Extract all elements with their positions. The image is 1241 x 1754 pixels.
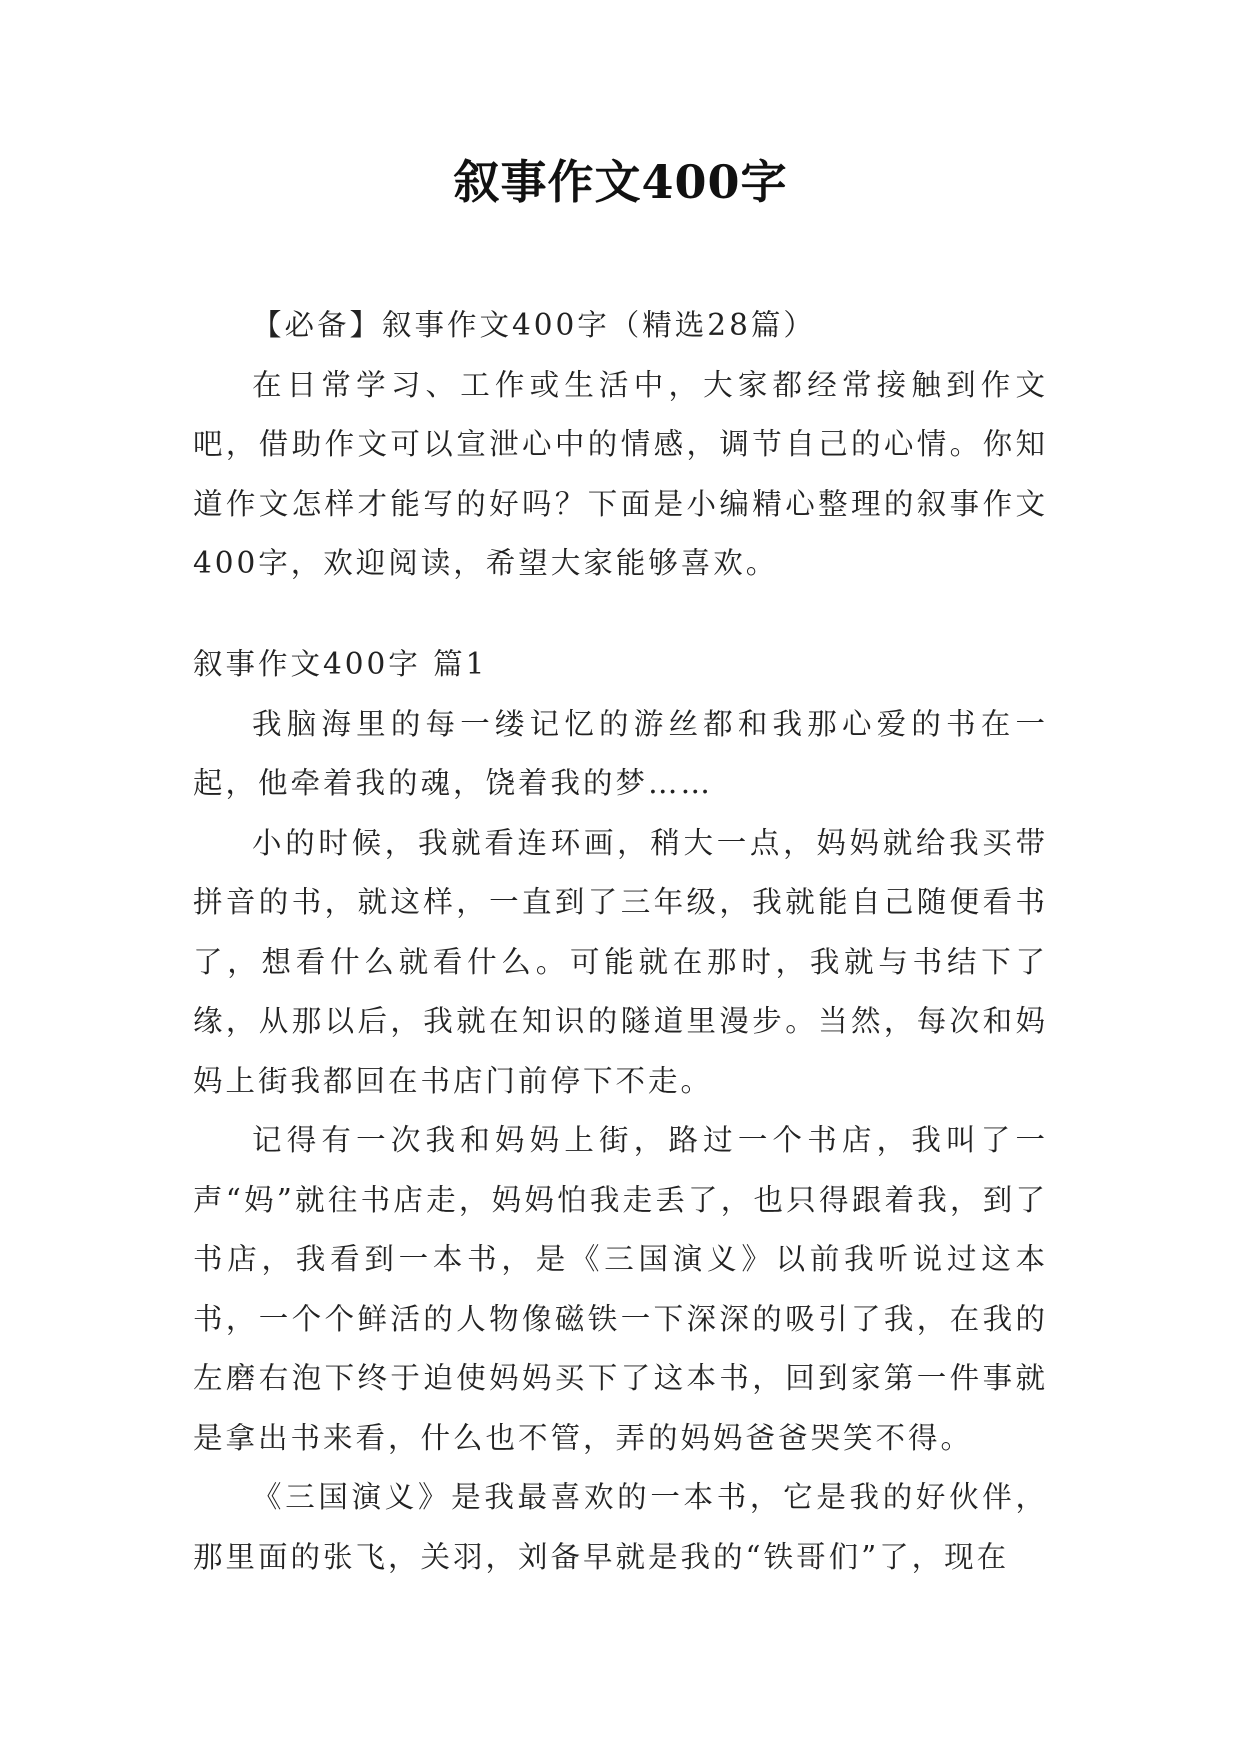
essay-paragraph: 记得有一次我和妈妈上街，路过一个书店，我叫了一声“妈”就往书店走，妈妈怕我走丢了，也只得跟着我，到了书店，我看到一本书，是《三国演义》以前我听说过这本书，一个个鲜活的人物像磁铁一下深深的吸引了我，在我的左磨右泡下终于迫使妈妈买下了这本书，回到家第一件事就是拿出书来看，什么也不管，弄的妈妈爸爸哭笑不得。: [193, 1123, 1048, 1455]
essay-section: [193, 635, 1048, 1587]
essay-paragraph: 《三国演义》是我最喜欢的一本书，它是我的好伙伴，那里面的张飞，关羽，刘备早就是我的“铁哥们”了，现在: [193, 1480, 1048, 1574]
essay-paragraph: 我脑海里的每一缕记忆的游丝都和我那心爱的书在一起，他牵着我的魂，饶着我的梦……: [193, 706, 1048, 800]
intro-paragraph: 在日常学习、工作或生活中，大家都经常接触到作文吧，借助作文可以宣泄心中的情感，调节自己的心情。你知道作文怎样才能写的好吗？下面是小编精心整理的叙事作文400字，欢迎阅读，希望大家能够喜欢。: [193, 367, 1048, 580]
document-title: 叙事作文400字: [453, 155, 788, 209]
essay-paragraph: 小的时候，我就看连环画，稍大一点，妈妈就给我买带拼音的书，就这样，一直到了三年级，我就能自己随便看书了，想看什么就看什么。可能就在那时，我就与书结下了缘，从那以后，我就在知识的隧道里漫步。当然，每次和妈妈上街我都回在书店门前停下不走。: [193, 825, 1048, 1098]
intro-block: [193, 296, 1048, 594]
section-heading: 叙事作文400字 篇1: [193, 647, 488, 681]
subtitle-line: 【必备】叙事作文400字（精选28篇）: [252, 308, 816, 342]
